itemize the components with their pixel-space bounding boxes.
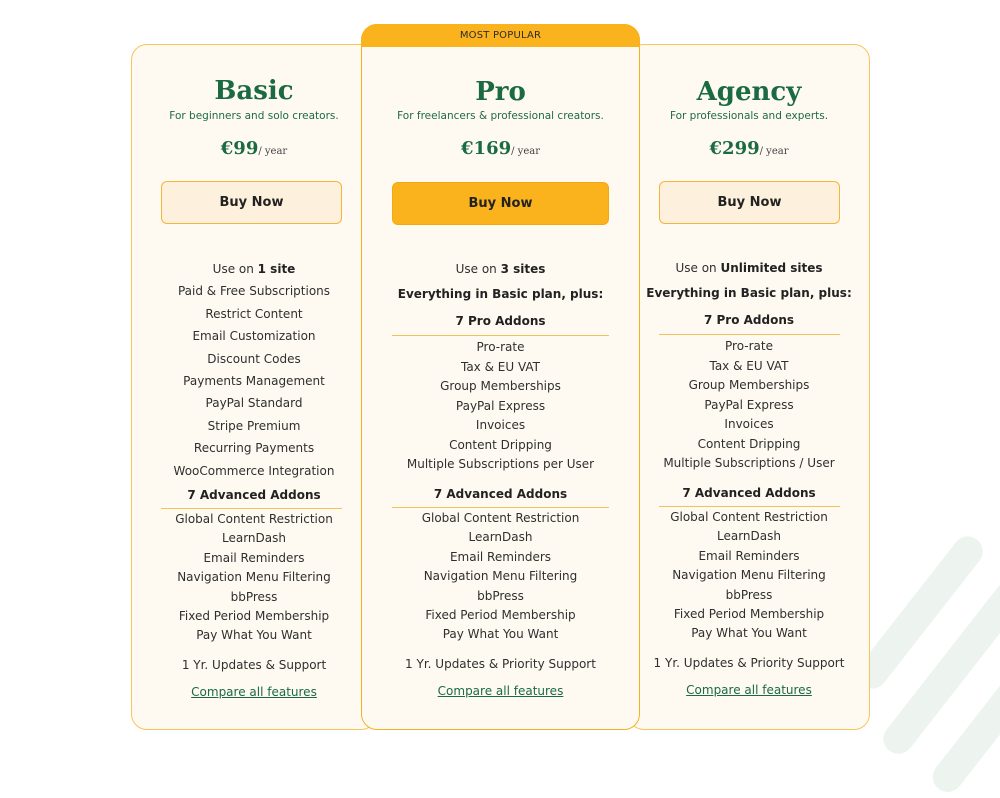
addon-item: Global Content Restriction	[421, 511, 580, 525]
price-amount: €169	[461, 138, 512, 159]
price-period: / year	[759, 146, 789, 157]
feature-item: WooCommerce Integration	[173, 463, 335, 478]
divider	[659, 334, 840, 335]
sites-prefix: Use on	[212, 262, 258, 276]
feature-list	[132, 258, 376, 482]
plan-price	[362, 137, 639, 164]
plan-subtitle: For freelancers & professional creators.	[397, 110, 604, 122]
addon-item: Content Dripping	[697, 436, 801, 451]
sites-row	[629, 258, 869, 278]
feature-item: Payments Management	[183, 374, 325, 389]
feature-item: Email Customization	[192, 329, 316, 344]
addon-item: Group Memberships	[440, 379, 561, 393]
plan-subtitle: For professionals and experts.	[669, 110, 829, 122]
plan-title: Basic	[214, 76, 294, 106]
buy-now-button[interactable]: Buy Now	[659, 181, 840, 224]
advanced-heading-text: 7 Advanced Addons	[187, 488, 321, 502]
addon-item: Pro-rate	[725, 339, 773, 353]
feature-item: PayPal Standard	[205, 396, 303, 411]
addon-item: Tax & EU VAT	[460, 359, 540, 374]
addon-item: bbPress	[477, 588, 524, 603]
sites-block	[362, 259, 639, 279]
addon-item: Fixed Period Membership	[178, 609, 330, 624]
addon-item: Email Reminders	[449, 549, 552, 564]
pro-addons-heading	[362, 311, 639, 331]
addon-item: Invoices	[475, 418, 526, 432]
most-popular-ribbon: MOST POPULAR	[361, 24, 640, 47]
buy-now-button[interactable]: Buy Now	[392, 182, 609, 225]
divider	[392, 507, 609, 508]
addon-item: Multiple Subscriptions / User	[663, 456, 835, 470]
sites-value: Unlimited sites	[720, 261, 823, 275]
feature-item: Paid & Free Subscriptions	[177, 284, 331, 299]
divider	[659, 506, 840, 507]
plan-card-agency	[628, 44, 870, 730]
addon-item: Email Reminders	[698, 548, 800, 563]
support-text: 1 Yr. Updates & Priority Support	[405, 657, 596, 671]
addon-item: Invoices	[724, 417, 774, 431]
plan-subtitle: For beginners and solo creators.	[169, 110, 339, 122]
everything-row	[629, 283, 869, 303]
sites-prefix: Use on	[455, 262, 501, 276]
feature-item: Restrict Content	[205, 306, 303, 321]
addon-item: Pay What You Want	[442, 627, 559, 642]
advanced-heading-text: 7 Advanced Addons	[433, 487, 568, 501]
sites-value: 1 site	[257, 262, 296, 276]
sites-block	[629, 258, 869, 278]
addon-item: Fixed Period Membership	[425, 608, 576, 623]
support-row	[362, 654, 639, 674]
addon-item: Pay What You Want	[691, 626, 807, 641]
sites-prefix: Use on	[675, 261, 721, 275]
addon-item: Content Dripping	[449, 437, 552, 452]
addon-item: LearnDash	[222, 531, 286, 546]
sites-value: 3 sites	[500, 262, 546, 276]
pro-addons-heading	[629, 310, 869, 330]
addon-item: Navigation Menu Filtering	[177, 570, 331, 585]
support-row	[629, 653, 869, 673]
feature-item: Discount Codes	[207, 351, 301, 366]
advanced-heading-text: 7 Advanced Addons	[682, 486, 816, 500]
plan-title: Pro	[475, 77, 526, 107]
advanced-addons-heading	[629, 482, 869, 504]
everything-text: Everything in Basic plan, plus:	[646, 286, 852, 300]
everything-row	[362, 284, 639, 304]
addon-item: bbPress	[230, 589, 278, 604]
buy-now-button[interactable]: Buy Now	[161, 181, 342, 224]
compare-features-link[interactable]: Compare all features	[437, 684, 564, 698]
plan-card-basic	[131, 44, 377, 730]
support-text: 1 Yr. Updates & Priority Support	[653, 656, 845, 670]
addon-item: PayPal Express	[704, 397, 794, 412]
support-row	[132, 655, 376, 675]
advanced-addons-heading	[132, 484, 376, 506]
addon-item: Navigation Menu Filtering	[423, 569, 578, 584]
pro-addons-list	[362, 338, 639, 475]
pro-heading-text: 7 Pro Addons	[455, 314, 546, 328]
advanced-addons-heading	[362, 483, 639, 505]
everything-text: Everything in Basic plan, plus:	[397, 287, 604, 301]
addon-item: Pro-rate	[476, 340, 525, 354]
feature-item: Recurring Payments	[193, 441, 315, 456]
addon-item: LearnDash	[468, 530, 533, 545]
plan-price	[629, 137, 869, 164]
price-period: / year	[258, 146, 288, 157]
plan-price	[132, 137, 376, 164]
sites-row	[362, 259, 639, 279]
compare-features-link[interactable]: Compare all features	[686, 683, 812, 697]
sites-row	[132, 258, 376, 280]
divider	[161, 508, 342, 509]
advanced-addons-list	[132, 510, 376, 646]
addon-item: Global Content Restriction	[670, 510, 828, 524]
price-amount: €299	[709, 138, 760, 159]
addon-item: Group Memberships	[688, 378, 810, 392]
addon-item: Fixed Period Membership	[673, 607, 825, 622]
support-text: 1 Yr. Updates & Support	[181, 658, 327, 672]
price-amount: €99	[220, 138, 259, 159]
addon-item: Tax & EU VAT	[709, 358, 789, 373]
addon-item: Pay What You Want	[196, 628, 312, 643]
price-period: / year	[511, 146, 540, 157]
advanced-addons-list	[362, 509, 639, 645]
addon-item: Global Content Restriction	[175, 512, 333, 526]
pro-heading-text: 7 Pro Addons	[703, 313, 795, 327]
feature-item: Stripe Premium	[207, 418, 301, 433]
addon-item: bbPress	[725, 587, 773, 602]
addon-item: Multiple Subscriptions per User	[406, 457, 595, 471]
compare-features-link[interactable]: Compare all features	[191, 685, 317, 699]
plan-card-pro	[361, 24, 640, 730]
addon-item: Navigation Menu Filtering	[672, 568, 826, 583]
advanced-addons-list	[629, 508, 869, 644]
pro-addons-list	[629, 337, 869, 474]
addon-item: PayPal Express	[455, 398, 546, 413]
addon-item: Email Reminders	[203, 550, 305, 565]
plan-title: Agency	[696, 77, 802, 107]
divider	[392, 335, 609, 336]
addon-item: LearnDash	[717, 529, 781, 544]
